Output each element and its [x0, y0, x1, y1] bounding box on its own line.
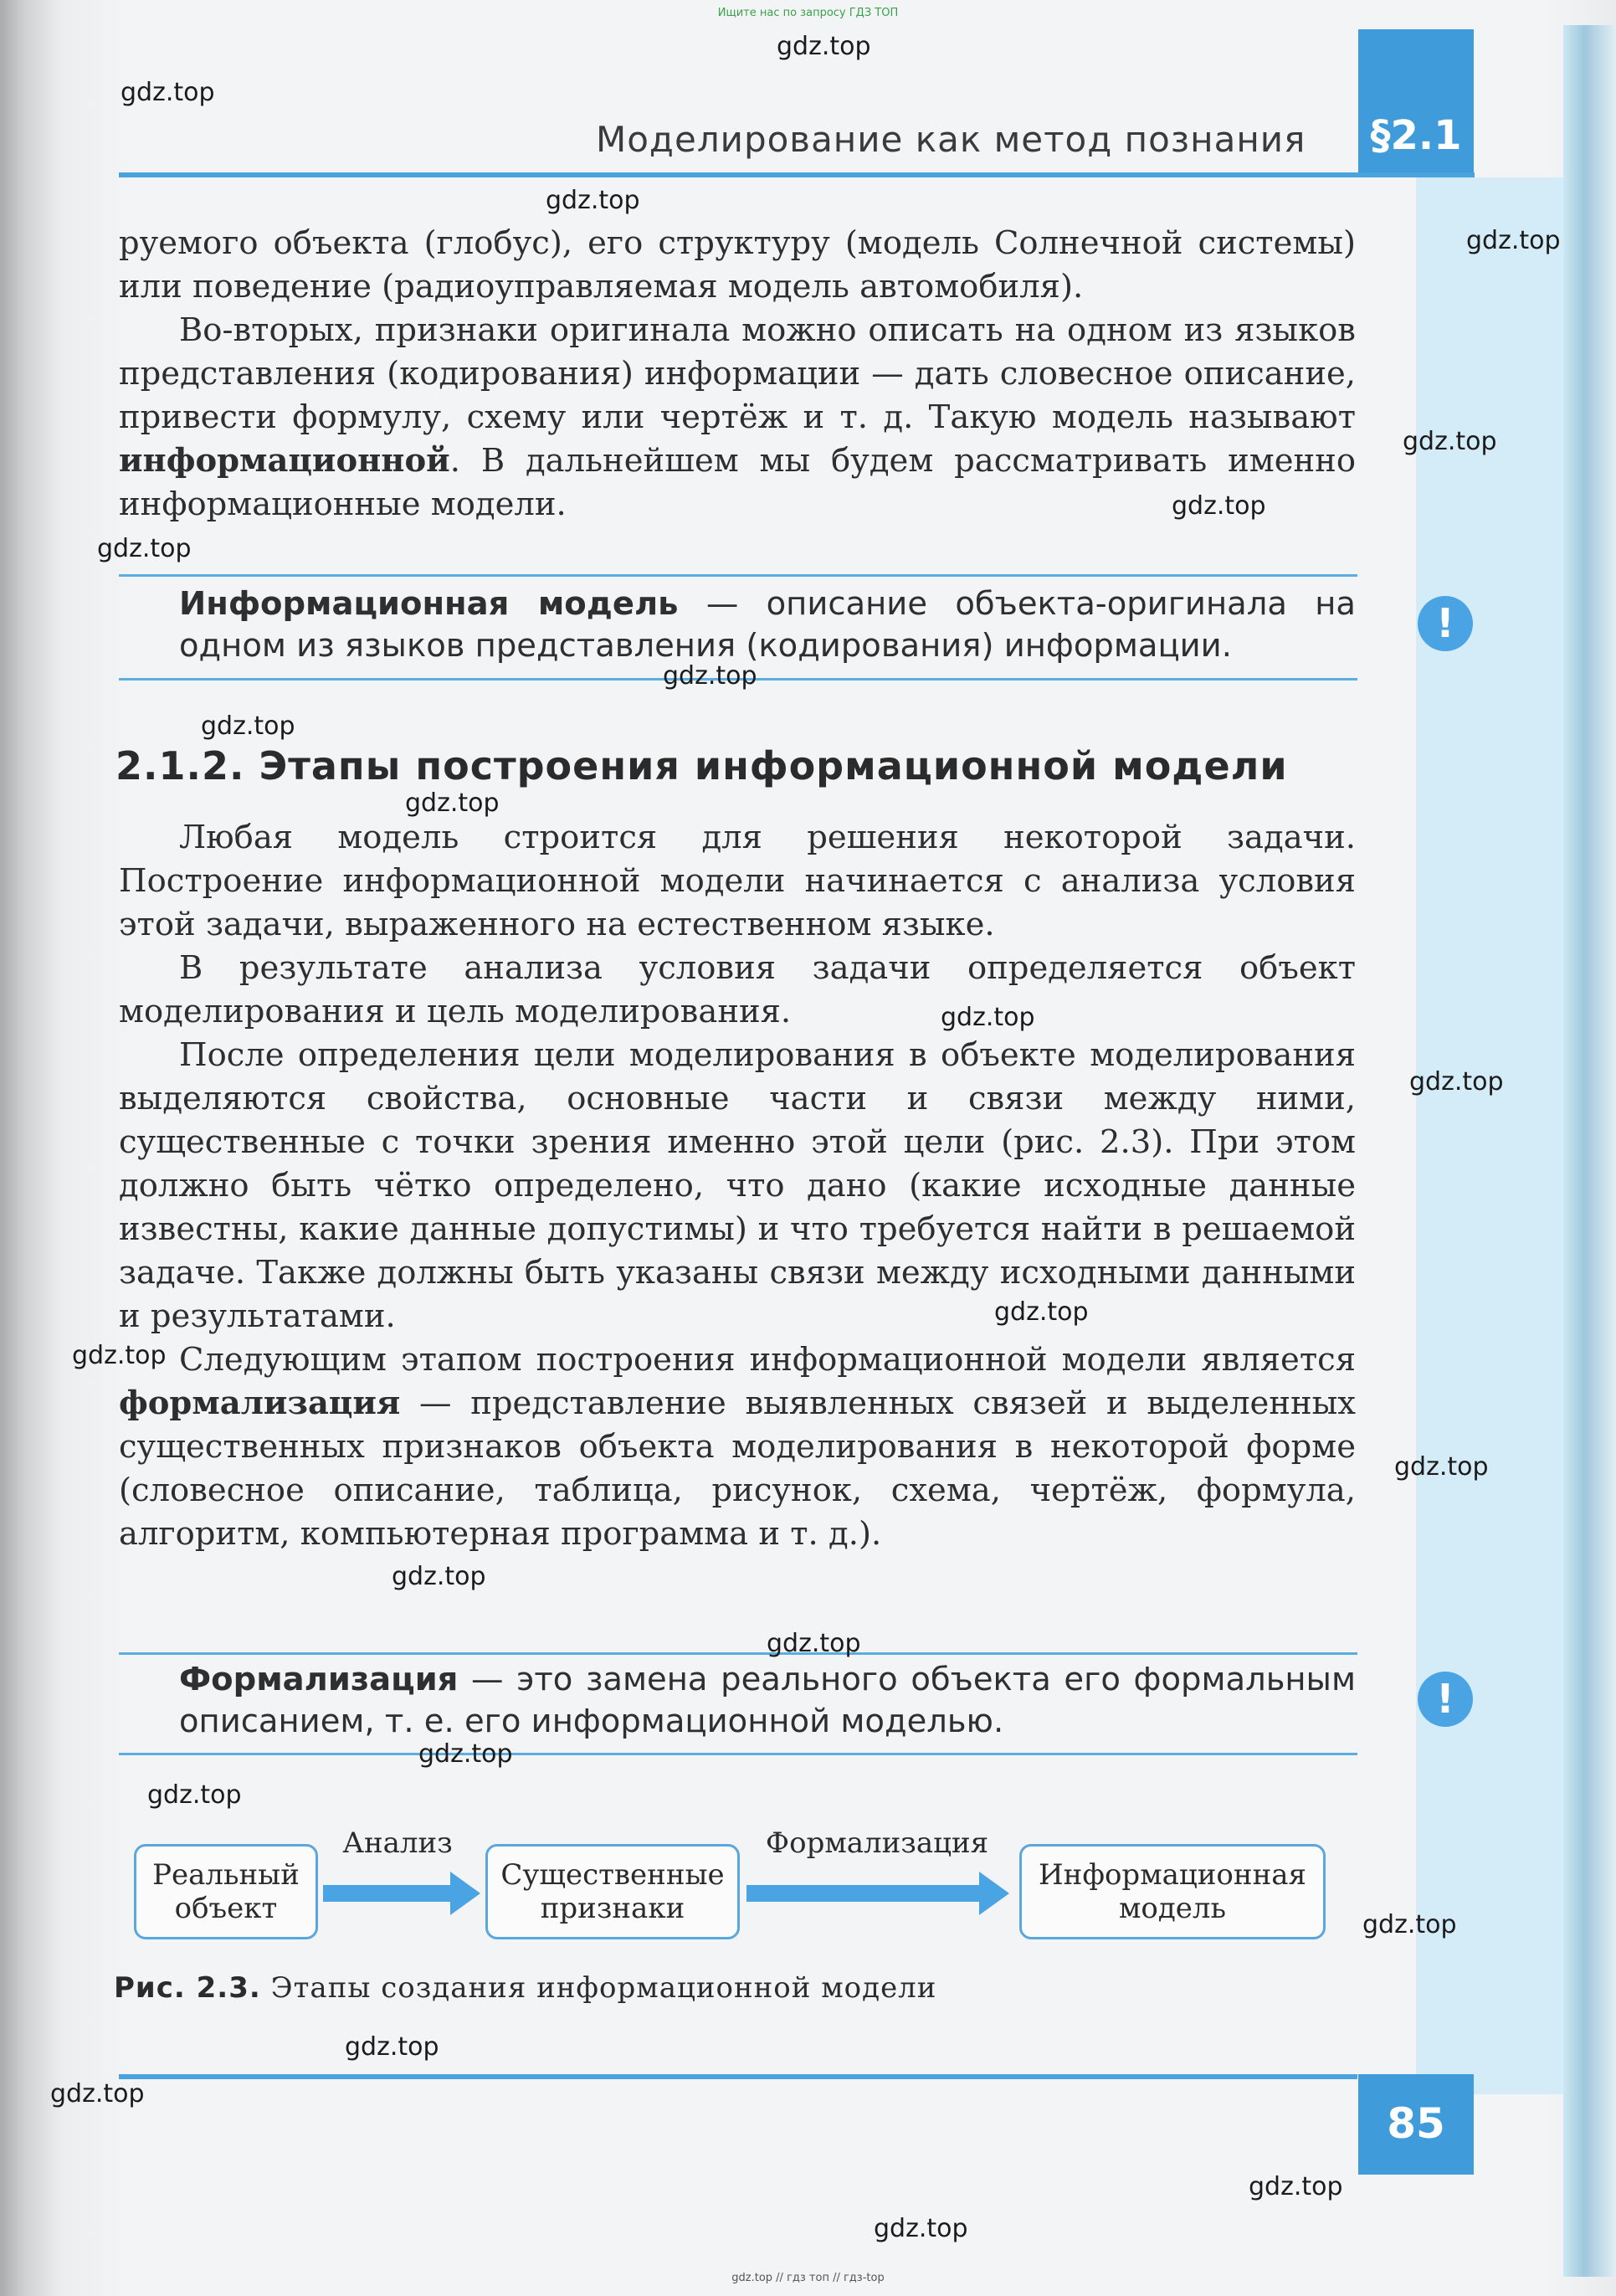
watermark: gdz.top	[1249, 2172, 1343, 2201]
watermark: gdz.top	[201, 711, 295, 741]
definition-1-term: Информационная модель	[179, 585, 679, 623]
arrow-right-icon	[323, 1868, 480, 1918]
watermark: gdz.top	[418, 1739, 513, 1769]
watermark: gdz.top	[405, 788, 500, 818]
watermark: gdz.top	[767, 1629, 861, 1658]
watermark: gdz.top	[50, 2079, 145, 2109]
section-paragraph-4	[119, 1338, 1356, 1556]
section-paragraph-4-text: Следующим этапом построения информационной модели является	[179, 1341, 1356, 1379]
watermark: gdz.top	[1409, 1067, 1504, 1097]
exclamation-icon: !	[1418, 596, 1473, 651]
footer-rule	[119, 2074, 1357, 2079]
exclamation-icon: !	[1418, 1672, 1473, 1727]
diagram-box-information-model: Информационная модель	[1019, 1844, 1326, 1939]
section-label: §2.1	[1370, 112, 1462, 159]
watermark: gdz.top	[392, 1562, 486, 1591]
watermark: gdz.top	[1362, 1910, 1457, 1939]
diagram-box-essential-features: Существенные признаки	[485, 1844, 740, 1939]
section-paragraph-4-tail: — представление выявленных связей и выделенных существенных признаков объекта моделирования в некоторой форме (словесное описание, таблица, рисунок, схема, чертёж, формула, алгоритм, компьютерная программа и т. д.).	[119, 1384, 1356, 1553]
watermark: gdz.top	[147, 1780, 242, 1810]
definition-2	[179, 1659, 1356, 1743]
watermark: gdz.top	[777, 32, 871, 61]
figure-caption	[114, 1971, 936, 2005]
paragraph-1: руемого объекта (глобус), его структуру (модель Солнечной системы) или поведение (радиоуправляемая модель автомобиля).	[119, 224, 1356, 306]
bottom-note: gdz.top // гдз топ // гдз-top	[731, 2272, 885, 2284]
section-paragraph-2: В результате анализа условия задачи определяется объект моделирования и цель моделирования.	[119, 949, 1356, 1030]
definition-1-text: — описание объекта-оригинала на одном из языков представления (кодирования) информации.	[179, 585, 1356, 665]
watermark: gdz.top	[1466, 226, 1561, 255]
paragraph-2-tail: . В дальнейшем мы будем рассматривать именно информационные модели.	[119, 442, 1356, 523]
definition-2-text: — это замена реального объекта его формальным описанием, т. е. его информационной моделью.	[179, 1661, 1356, 1740]
watermark: gdz.top	[121, 78, 215, 107]
watermark: gdz.top	[546, 186, 640, 215]
watermark: gdz.top	[1172, 491, 1266, 521]
paragraph-2	[119, 309, 1356, 526]
top-note: Ищите нас по запросу ГДЗ ТОП	[717, 7, 899, 19]
header-rule	[119, 172, 1475, 177]
watermark: gdz.top	[97, 534, 192, 563]
arrow-right-icon	[746, 1868, 1009, 1918]
watermark: gdz.top	[994, 1297, 1089, 1327]
diagram-box-real-object: Реальный объект	[134, 1844, 318, 1939]
figure-caption-label: Рис. 2.3.	[114, 1971, 261, 2005]
page-number: 85	[1387, 2099, 1445, 2148]
page-edge	[1563, 25, 1616, 2277]
margin-strip	[1416, 177, 1579, 2094]
definition-1-top-rule	[119, 574, 1357, 577]
subsection-title: 2.1.2. Этапы построения информационной модели	[115, 743, 1288, 788]
definition-1	[179, 583, 1356, 667]
diagram-arrow-label-formalization: Формализация	[765, 1826, 989, 1860]
definition-2-bottom-rule	[119, 1753, 1357, 1755]
watermark: gdz.top	[72, 1341, 167, 1370]
section-paragraph-4-bold: формализация	[119, 1384, 401, 1422]
figure-caption-text: Этапы создания информационной модели	[270, 1971, 937, 2005]
diagram-arrow-label-analysis: Анализ	[342, 1826, 453, 1860]
section-paragraph-1: Любая модель строится для решения некоторой задачи. Построение информационной модели начинается с анализа условия этой задачи, выраженного на естественном языке.	[119, 819, 1356, 943]
watermark: gdz.top	[663, 661, 757, 691]
running-head: Моделирование как метод познания	[596, 119, 1306, 160]
definition-2-term: Формализация	[179, 1661, 459, 1698]
section-paragraph-3: После определения цели моделирования в объекте моделирования выделяются свойства, основные части и связи между ними, существенные с точки зрения именно этой цели (рис. 2.3). При этом должно быть чётко определено, что дано (какие исходные данные известны, какие данные допустимы) и что требуется найти в решаемой задаче. Также должны быть указаны связи между исходными данными и результатами.	[119, 1036, 1356, 1335]
watermark: gdz.top	[941, 1003, 1035, 1032]
paragraph-2-bold: информационной	[119, 442, 450, 480]
definition-2-top-rule	[119, 1652, 1357, 1655]
watermark: gdz.top	[1403, 427, 1497, 456]
watermark: gdz.top	[874, 2214, 968, 2243]
watermark: gdz.top	[345, 2032, 439, 2062]
paragraph-2-text: Во-вторых, признаки оригинала можно описать на одном из языков представления (кодирования) информации — дать словесное описание, привести формулу, схему или чертёж и т. д. Такую модель называют	[119, 311, 1356, 436]
watermark: gdz.top	[1394, 1452, 1489, 1482]
